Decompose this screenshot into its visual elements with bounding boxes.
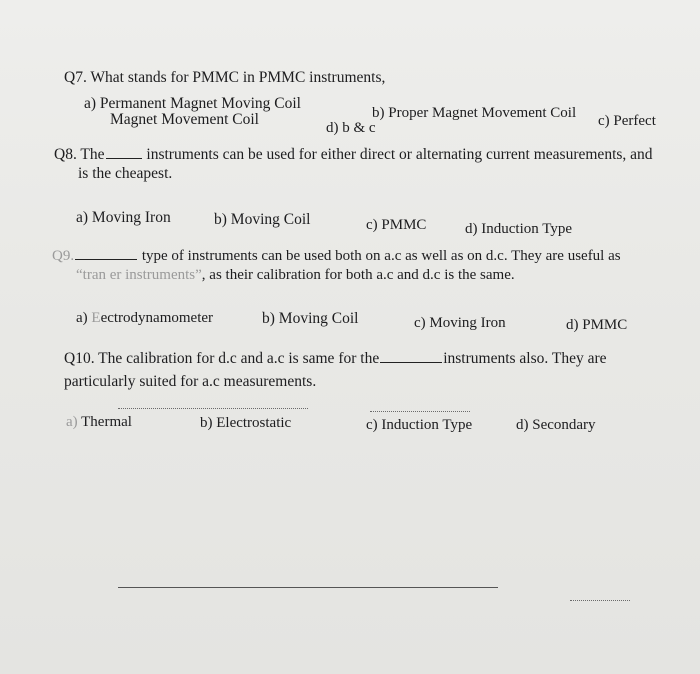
q7-option-a-cont: Magnet Movement Coil (110, 111, 259, 128)
q10-option-c: c) Induction Type (366, 417, 473, 433)
dotted-rule (118, 408, 308, 409)
q8-option-d: d) Induction Type (465, 221, 572, 237)
q8-option-b: b) Moving Coil (214, 211, 311, 228)
q8-stem (54, 146, 653, 164)
q9-stem-line2-rest: , as their calibration for both a.c and d.c is the same. (201, 267, 515, 283)
q7-option-b: b) Proper Magnet Movement Coil (372, 105, 577, 121)
q7-option-a: a) Permanent Magnet Moving Coil (84, 95, 301, 112)
q10-stem-start: Q10. The calibration for d.c and a.c is same for the (64, 350, 380, 367)
q9-option-c: c) Moving Iron (414, 315, 506, 331)
q10-option-b: b) Electrostatic (200, 415, 292, 431)
q7-option-c: c) Perfect (598, 113, 656, 129)
q8-stem-rest: instruments can be used for either direct or alternating current measurements, and (146, 146, 653, 163)
bottom-rule (118, 587, 498, 588)
q9-faded-term: “tran er instruments” (76, 267, 202, 283)
q9-option-a-faded: E (87, 310, 101, 326)
q7-stem: Q7. What stands for PMMC in PMMC instruments, (64, 69, 386, 86)
faint-rule (570, 600, 630, 601)
dotted-rule (370, 411, 470, 412)
q10-stem-rest: instruments also. They are (443, 350, 607, 367)
q9-stem-line2 (76, 266, 515, 284)
q10-option-a (66, 413, 132, 431)
q9-option-a (76, 309, 213, 327)
q8-number: Q8. The (54, 146, 105, 163)
q9-stem-rest: type of instruments can be used both on a.c as well as on d.c. They are useful as (141, 248, 621, 264)
q9-blank (75, 247, 137, 260)
q8-option-a: a) Moving Iron (76, 209, 171, 226)
q10-blank (380, 350, 442, 363)
q10-stem (64, 350, 607, 368)
q10-option-a-prefix: a) (66, 414, 78, 430)
q10-option-a-text: Thermal (81, 414, 132, 430)
q8-option-c: c) PMMC (366, 217, 427, 233)
q8-stem-line2: is the cheapest. (78, 165, 173, 182)
q9-number: Q9. (52, 248, 75, 264)
q10-stem-line2: particularly suited for a.c measurements. (64, 373, 317, 390)
q7-option-d: d) b & c (326, 120, 376, 136)
q9-option-d: d) PMMC (566, 317, 628, 333)
q9-option-a-prefix: a) (76, 310, 88, 326)
q9-option-b: b) Moving Coil (262, 310, 359, 327)
q9-option-a-text: ectrodynamometer (100, 310, 214, 326)
q9-stem (52, 247, 621, 265)
q8-blank (106, 146, 142, 159)
q10-option-d: d) Secondary (516, 417, 596, 433)
